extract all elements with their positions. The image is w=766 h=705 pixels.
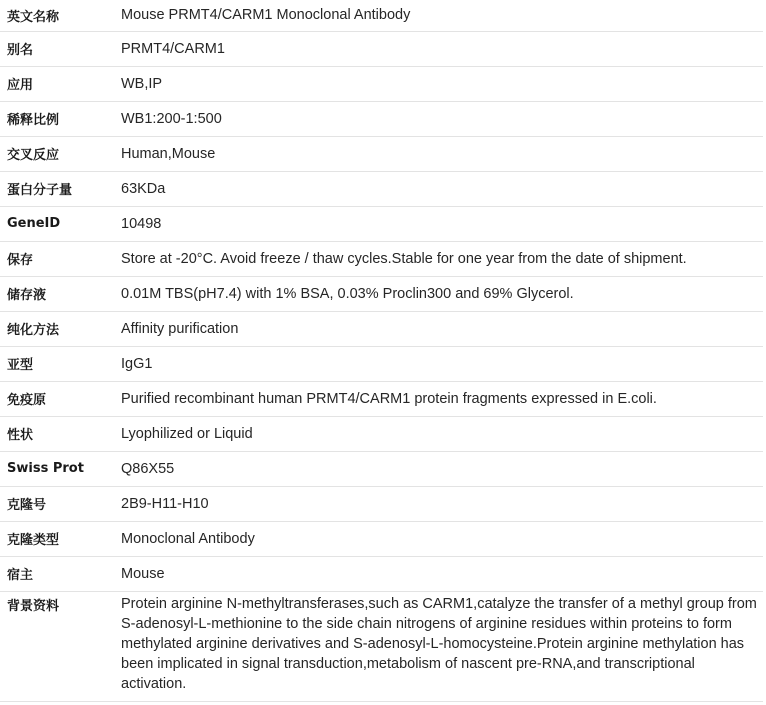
spec-row-background <box>0 591 763 701</box>
row-label: 稀释比例 <box>0 101 114 136</box>
spec-row-buffer <box>0 276 763 311</box>
spec-row-swiss-prot <box>0 451 763 486</box>
row-label: 克隆类型 <box>0 521 114 556</box>
row-label: 纯化方法 <box>0 311 114 346</box>
row-value: Protein arginine N-methyltransferases,such as CARM1,catalyze the transfer of a methyl group from S-adenosyl-L-methionine to the side chain nitrogens of arginine residues within proteins to form methylated arginine derivatives and S-adenosyl-L-homocysteine.Protein arginine methylation has been implicated in signal transduction,metabolism of nascent pre-RNA,and transcriptional activation. <box>114 591 763 701</box>
row-label: 英文名称 <box>0 0 114 31</box>
row-label: 蛋白分子量 <box>0 171 114 206</box>
spec-row-gene-id <box>0 206 763 241</box>
spec-row-purification <box>0 311 763 346</box>
row-value: Mouse <box>114 556 763 591</box>
row-value: IgG1 <box>114 346 763 381</box>
row-value: 0.01M TBS(pH7.4) with 1% BSA, 0.03% Proclin300 and 69% Glycerol. <box>114 276 763 311</box>
row-value: Monoclonal Antibody <box>114 521 763 556</box>
spec-row-english-name <box>0 0 763 31</box>
row-value: WB,IP <box>114 66 763 101</box>
row-label: 宿主 <box>0 556 114 591</box>
row-value: Q86X55 <box>114 451 763 486</box>
spec-row-immunogen <box>0 381 763 416</box>
spec-row-storage <box>0 241 763 276</box>
row-label: 别名 <box>0 31 114 66</box>
spec-row-molecular-weight <box>0 171 763 206</box>
spec-row-reactivity <box>0 136 763 171</box>
spec-row-form <box>0 416 763 451</box>
row-value: Lyophilized or Liquid <box>114 416 763 451</box>
row-value: 10498 <box>114 206 763 241</box>
row-label: 克隆号 <box>0 486 114 521</box>
spec-row-isotype <box>0 346 763 381</box>
row-value: Purified recombinant human PRMT4/CARM1 protein fragments expressed in E.coli. <box>114 381 763 416</box>
row-value: Affinity purification <box>114 311 763 346</box>
row-label: 性状 <box>0 416 114 451</box>
row-label: 保存 <box>0 241 114 276</box>
row-value: Store at -20°C. Avoid freeze / thaw cycles.Stable for one year from the date of shipment. <box>114 241 763 276</box>
row-label: GeneID <box>0 206 114 241</box>
row-value: Mouse PRMT4/CARM1 Monoclonal Antibody <box>114 0 763 31</box>
spec-row-host <box>0 556 763 591</box>
row-label: 储存液 <box>0 276 114 311</box>
row-label: 免疫原 <box>0 381 114 416</box>
spec-row-application <box>0 66 763 101</box>
row-label: 交叉反应 <box>0 136 114 171</box>
spec-row-alias <box>0 31 763 66</box>
spec-row-clonality <box>0 521 763 556</box>
row-label: Swiss Prot <box>0 451 114 486</box>
row-value: PRMT4/CARM1 <box>114 31 763 66</box>
row-label: 背景资料 <box>0 591 114 701</box>
spec-row-dilution <box>0 101 763 136</box>
row-label: 亚型 <box>0 346 114 381</box>
row-label: 应用 <box>0 66 114 101</box>
row-value: Human,Mouse <box>114 136 763 171</box>
spec-row-clone-number <box>0 486 763 521</box>
row-value: WB1:200-1:500 <box>114 101 763 136</box>
row-value: 2B9-H11-H10 <box>114 486 763 521</box>
row-value: 63KDa <box>114 171 763 206</box>
